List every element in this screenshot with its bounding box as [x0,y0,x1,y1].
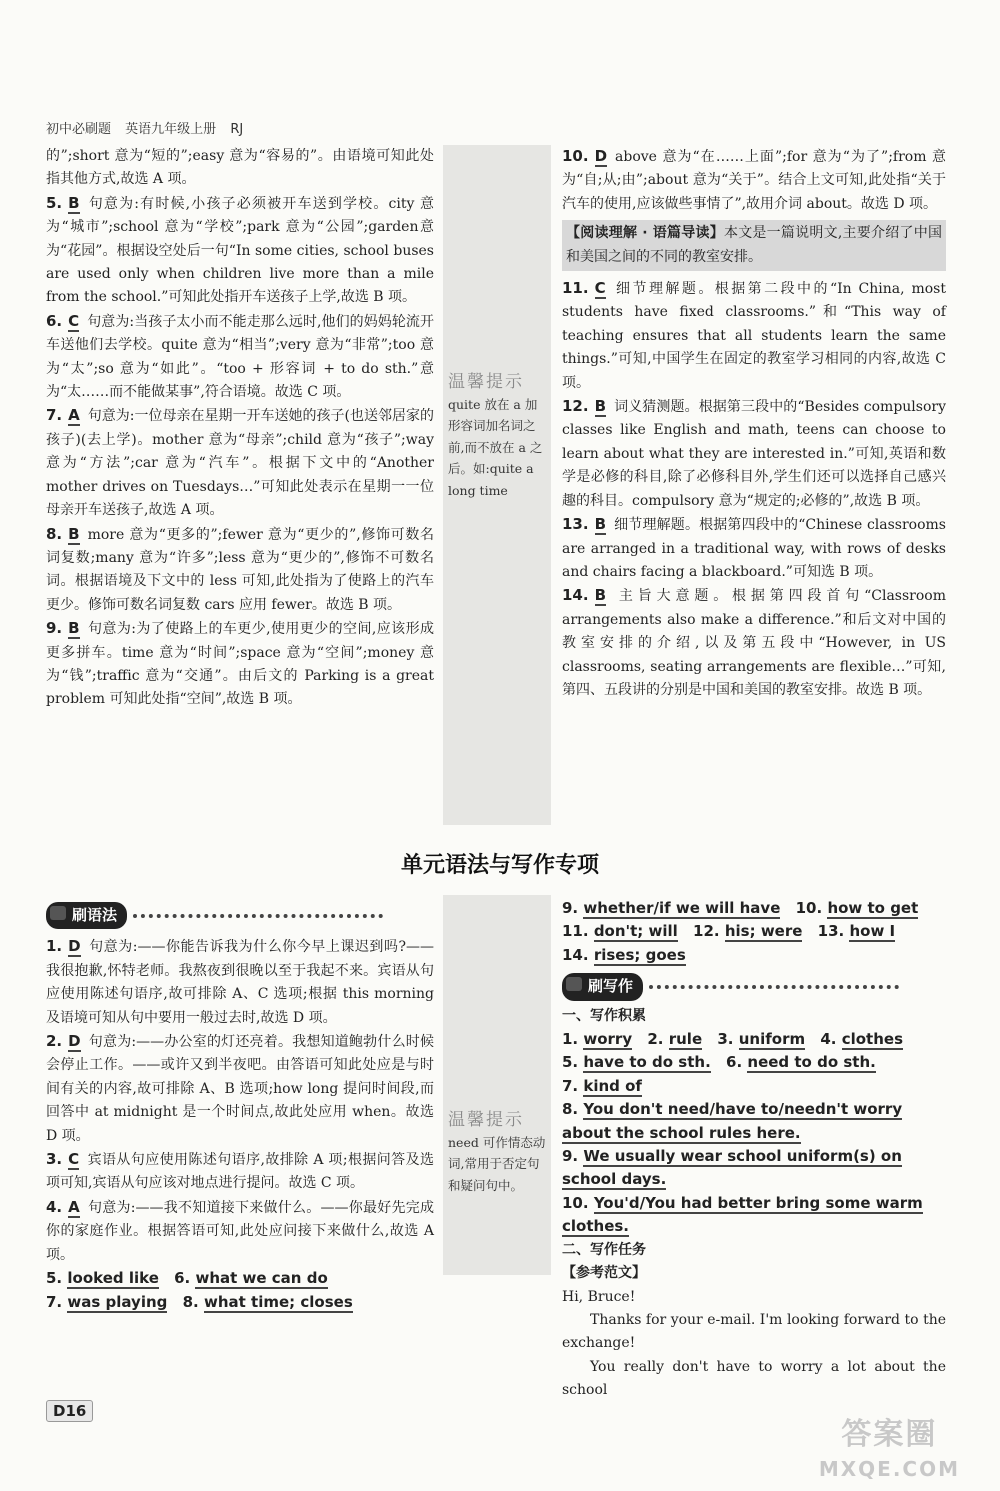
answer-item: 1. D 句意为:——你能告诉我为什么你今早上课迟到吗?——我很抱歉,怀特老师。我熬夜到很晚以至于我起不来。宾语从句应使用陈述句语序,故可排除 A、C 选项;根据 this morning 及语境可知从句中要用一般过去时,故选 D 项。 [46,937,434,1026]
reading-guide: 【阅读理解 · 语篇导读】本文是一篇说明文,主要介绍了中国和美国之间的不同的教室安排。 [562,220,946,271]
page-number: D16 [46,1400,93,1422]
tip-box-quite [448,372,548,501]
tip-text: need 可作情态动词,常用于否定句和疑问句中。 [448,1134,546,1193]
tip-title: 温馨提示 [448,1110,524,1130]
answer-item: 3. C 宾语从句应使用陈述句语序,故排除 A 项;根据问答及选项可知,宾语从句应该对地点进行提问。故选 C 项。 [46,1150,434,1192]
answer-item: 13. B 细节理解题。根据第四段中的“Chinese classrooms are arranged in a traditional way, with rows of desks and chairs facing a blackboard.”可知选 B 项。 [562,515,946,580]
blank-answers-row: 11. don't; will 12. his; were 13. how I [562,922,896,941]
writing-task-heading: 二、写作任务 [562,1241,646,1258]
blank-answers-row: 7. was playing 8. what time; closes [46,1292,353,1311]
book-name: 初中必刷题 [46,122,112,137]
sample-essay-label: 【参考范文】 [562,1265,646,1282]
grammar-section [46,902,434,1314]
page-header [46,118,253,137]
answer-item: 11. C 细节理解题。根据第二段中的“In China, most students have fixed classrooms.”和“This way of teaching ensures that all students learn the same things.”可知,中国学生在固定的教室学习相同的内容,故选 C 项。 [562,279,946,391]
answer-item: 10. D above 意为“在……上面”;for 意为“为了”;from 意为“自;从;由”;about 意为“关于”。结合上文可知,此处指“关于汽车的使用,应该做些事情了”,故用介词 about。故选 D 项。 [562,147,946,212]
sentence-answer: 10. You'd/You had better bring some warm clothes. [562,1193,923,1236]
tip-box-need [448,1110,548,1196]
answer-item: 8. B more 意为“更多的”;fewer 意为“更少的”,修饰可数名词复数;many 意为“许多”;less 意为“更少的”,修饰不可数名词。根据语境及下文中的 less 可知,此处指为了使路上的汽车更少。修饰可数名词复数 cars 应用 fewer。故选 B 项。 [46,524,434,613]
answer-item: 12. B 词义猜测题。根据第三段中的“Besides compulsory classes like English and math, teens can choose to learn about what they are interested in.”可知,英语和数学是必修的科目,除了必修科目外,学生们还可以选择自己感兴趣的科目。compulsory 意为“规定的;必修的”,故选 B 项。 [562,397,946,509]
blank-answers-row: 14. rises; goes [562,945,686,964]
grammar-badge: 刷语法 [46,902,127,929]
sentence-answer: 9. We usually wear school uniform(s) on school days. [562,1147,902,1189]
sentence-answer: 8. You don't need/have to/needn't worry about the school rules here. [562,1100,903,1142]
dotted-rule [649,985,899,989]
writing-section [562,897,946,1403]
book-edition: RJ [230,122,244,137]
answer-item: 5. B 句意为:有时候,小孩子必须被开车送到学校。city 意为“城市”;school 意为“学校”;park 意为“公园”;garden意为“花园”。根据设空处后一句“In some cities, school buses are used only when children live more than a mile from the school.”可知此处指开车送孩子上学,故选 B 项。 [46,193,434,306]
letter-greeting: Hi, Bruce! [562,1288,636,1305]
grammar-badge-row [46,902,434,929]
site-watermark: 答案圈 MXQE.COM [818,1417,960,1481]
writing-badge-row [562,973,946,1000]
answer-item: 6. C 句意为:当孩子太小而不能走那么远时,他们的妈妈轮流开车送他们去学校。quite 意为“相当”;very 意为“非常”;too 意为“太”;so 意为“如此”。“too + 形容词 + to do sth.”意为“太……而不能做某事”,符合语境。故选 C 项。 [46,311,434,401]
word-answers-row: 1. worry 2. rule 3. uniform 4. clothes [562,1030,904,1049]
answer-item: 9. B 句意为:为了使路上的车更少,使用更少的空间,应该形成更多拼车。time 意为“时间”;space 意为“空间”;money 意为“钱”;traffic 意为“交通”。由后文的 Parking is a great problem 可知此处指“空间”,故选 B 项。 [46,619,434,708]
tip-title: 温馨提示 [448,372,524,392]
letter-paragraph: Thanks for your e-mail. I'm looking forward to the exchange! [562,1311,946,1352]
answer-item: 的”;short 意为“短的”;easy 意为“容易的”。由语境可知此处指其他方式,故选 A 项。 [46,148,434,188]
answer-item: 4. A 句意为:——我不知道接下来做什么。——你最好先完成你的家庭作业。根据答语可知,此处应问接下来做什么,故选 A 项。 [46,1197,434,1263]
letter-paragraph: You really don't have to worry a lot about the school [562,1358,946,1399]
word-answers-row: 7. kind of [562,1076,642,1095]
answer-item: 14. B 主旨大意题。根据第四段首句“Classroom arrangements also make a difference.”和后文对中国的教室安排的介绍,以及第五段中“However, in US classrooms, seating arrangements are flexible…”可知,第四、五段讲的分别是中国和美国的教室安排。故选 B 项。 [562,586,946,698]
dotted-rule [133,914,383,918]
tip-text: quite 放在 a 加形容词加名词之前,而不放在 a 之后。如:quite a long time [448,396,543,498]
margin-shade-bottom [443,895,551,1275]
word-answers-row: 5. have to do sth. 6. need to do sth. [562,1053,876,1072]
blank-answers-row: 9. whether/if we will have 10. how to get [562,899,919,917]
answer-item: 7. A 句意为:一位母亲在星期一开车送她的孩子(也送邻居家的孩子)(去上学)。mother 意为“母亲”;child 意为“孩子”;way 意为“方法”;car 意为“汽车”。根据下文中的“Another mother drives on Tuesdays…”可知此处表示在星期一一位母亲开车送孩子,故选 A 项。 [46,406,434,519]
writing-accumulation-heading: 一、写作积累 [562,1007,646,1024]
section-title: 单元语法与写作专项 [400,853,599,878]
blank-answers-row: 5. looked like 6. what we can do [46,1269,328,1288]
book-subject: 英语九年级上册 [125,122,217,137]
right-column-answers [562,145,946,702]
answer-item: 2. D 句意为:——办公室的灯还亮着。我想知道鲍勃什么时候会停止工作。——或许又到半夜吧。由答语可知此处应是与时间有关的内容,故可排除 A、B 选项;how long 提问时间段,而回答中 at midnight 是一个时间点,故此处应用 when。故选 D 项。 [46,1032,434,1144]
writing-badge: 刷写作 [562,973,643,1000]
left-column-answers [46,145,434,712]
